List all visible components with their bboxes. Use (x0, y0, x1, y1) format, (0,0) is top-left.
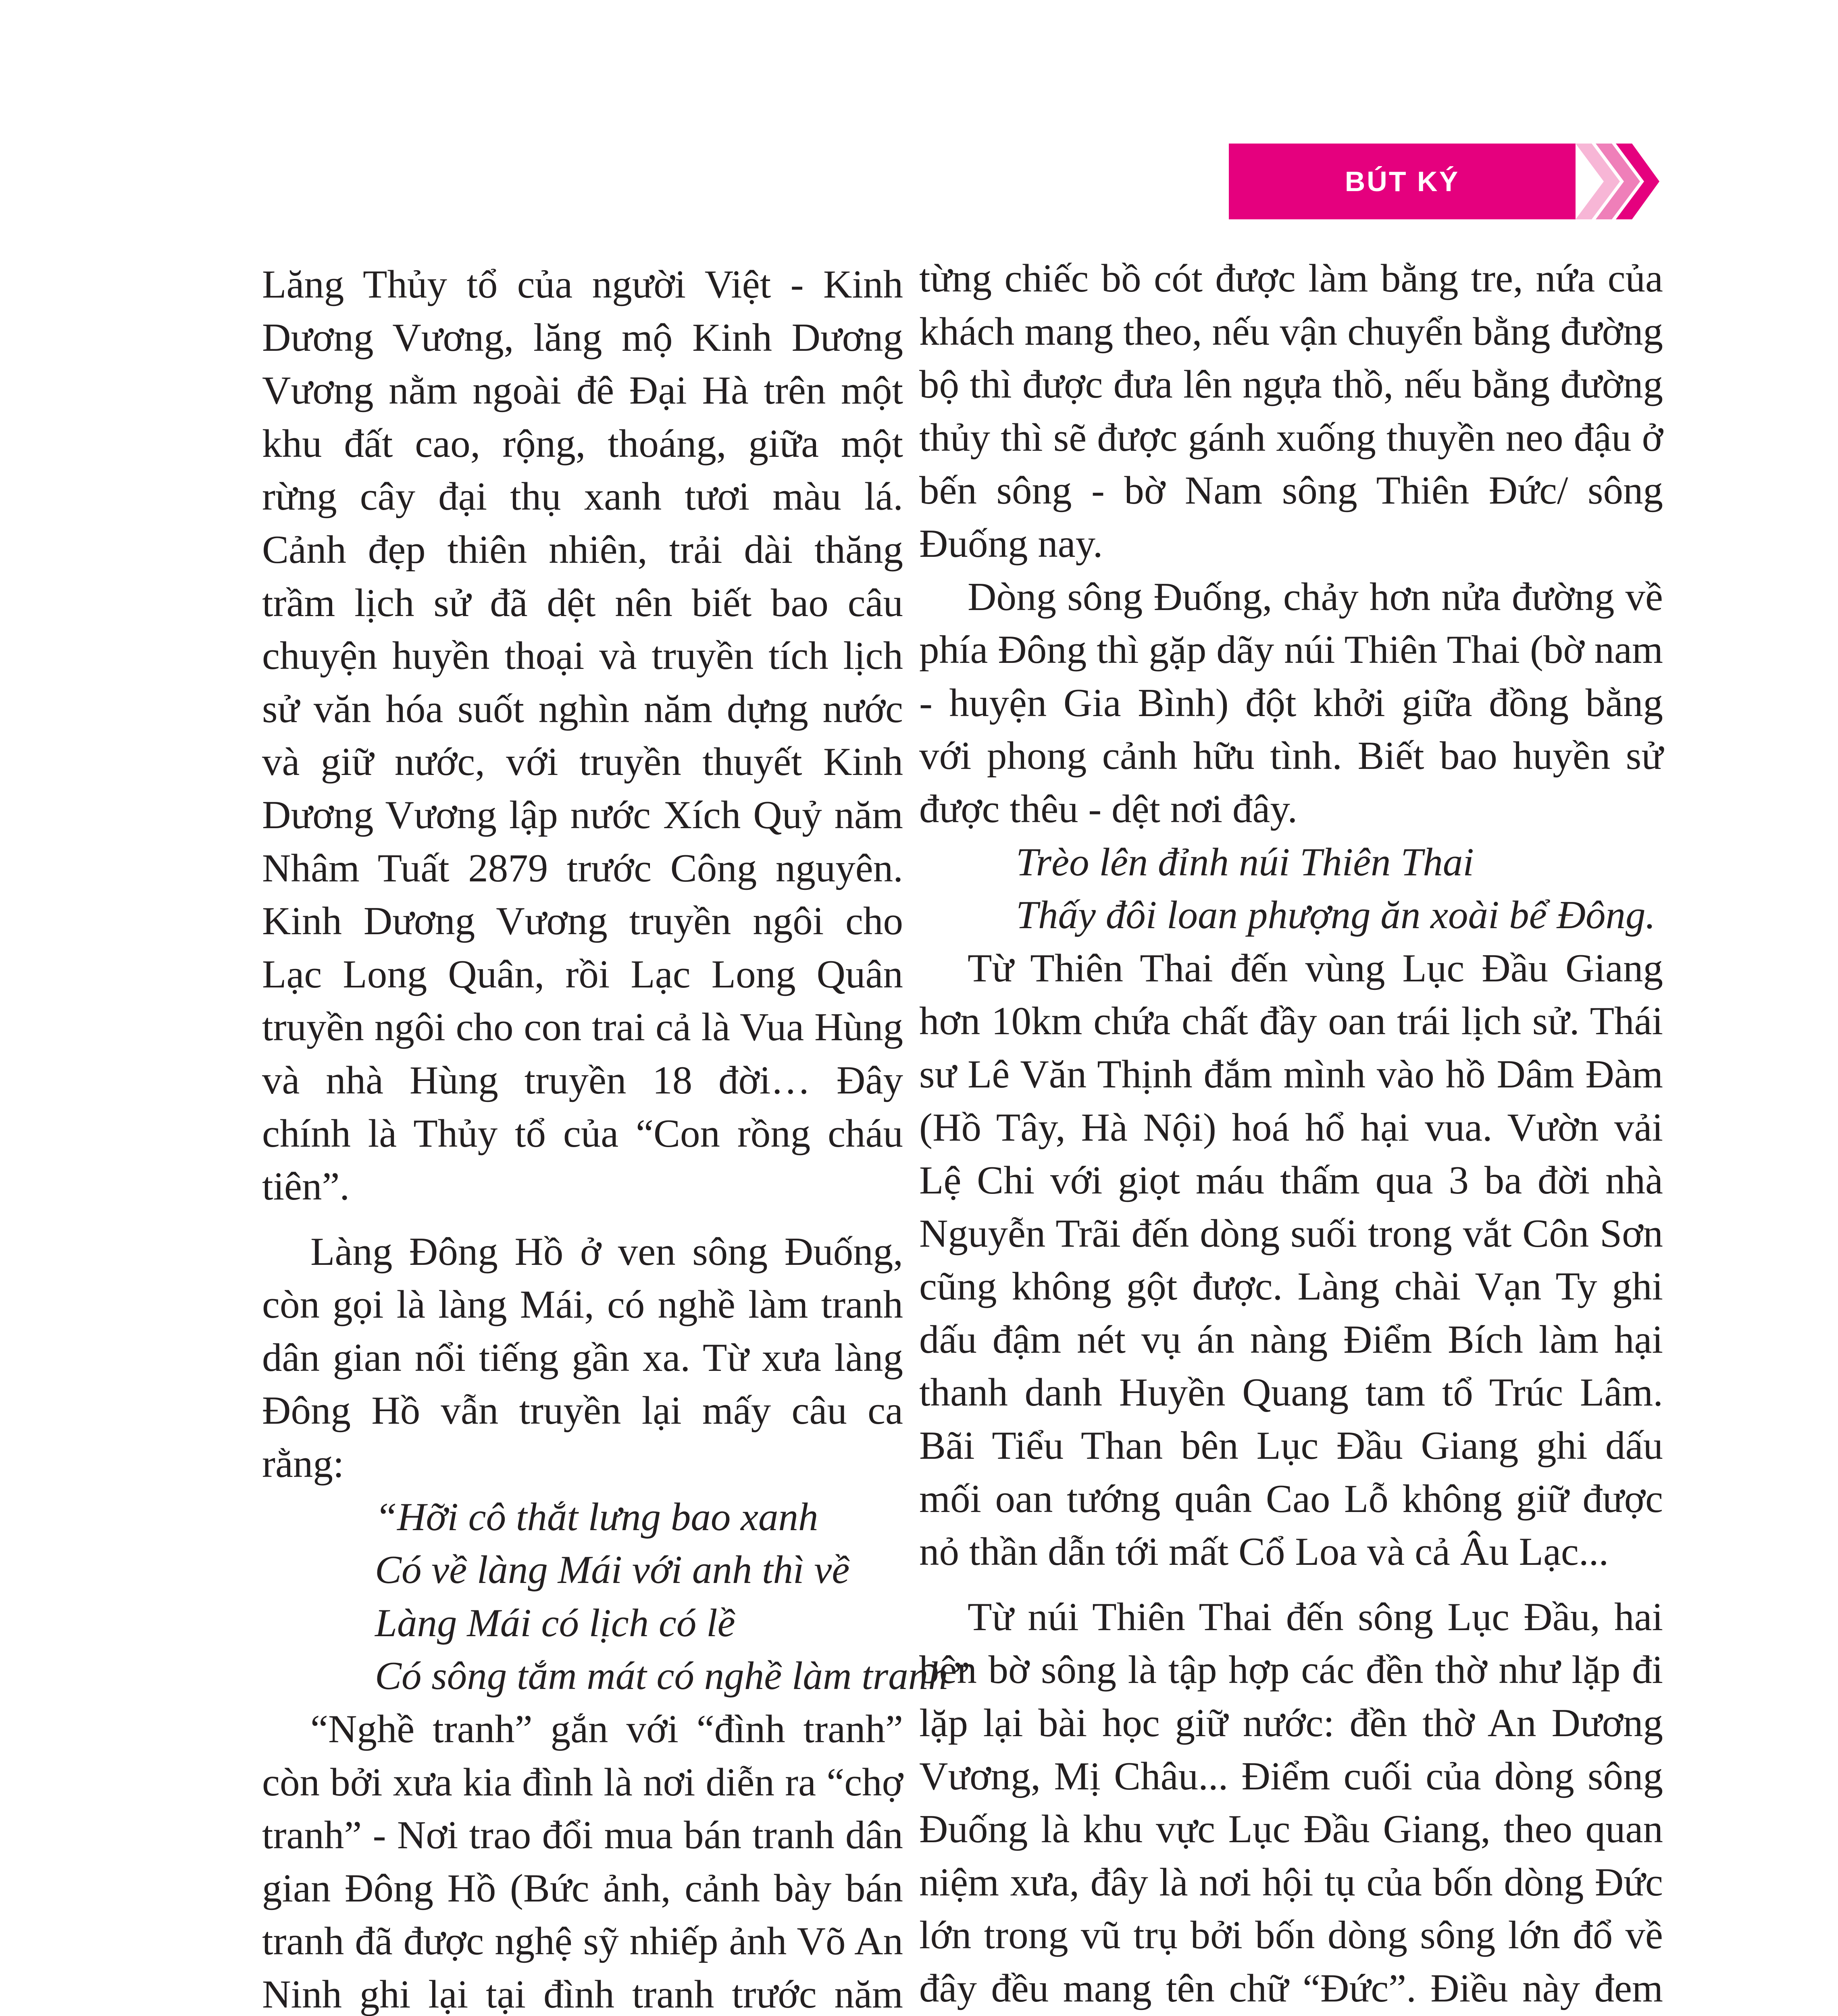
text-run: Từ núi Thiên Thai đến sông Lục Đầu, hai bên bờ sông là tập hợp các đền thờ như lặp đi lặp lại bài học giữ nước: đền thờ An Dương Vương, Mị Châu... Điểm cuối của dòng sông Đuống là khu vực Lục Đầu Giang, theo quan niệm xưa, đây là nơi hội tụ của bốn dòng Đức lớn trong vũ trụ bởi bốn dòng sông lớn đổ về đây đều mang tên chữ “Đức”. Điều này đem (919, 1595, 1663, 2010)
paragraph-luc-dau-giang: Từ Thiên Thai đến vùng Lục Đầu Giang hơn 10km chứa chất đầy oan trái lịch sử. Thái sư Lê Văn Thịnh đắm mình vào hồ Dâm Đàm (Hồ Tây, Hà Nội) hoá hổ hại vua. Vườn vải Lệ Chi với giọt máu thấm qua 3 ba đời nhà Nguyễn Trãi đến dòng suối trong vắt Côn Sơn cũng không gột được. Làng chài Vạn Ty ghi dấu đậm nét vụ án nàng Điểm Bích làm hại thanh danh Huyền Quang tam tổ Trúc Lâm. Bãi Tiểu Than bên Lục Đầu Giang ghi dấu mối oan tướng quân Cao Lỗ không giữ được nỏ thần dẫn tới mất Cổ Loa và cả Âu Lạc... (919, 946, 1663, 1574)
folk-verse (262, 1491, 970, 1703)
paragraph-lang-dong-ho: Làng Đông Hồ ở ven sông Đuống, còn gọi là làng Mái, có nghề làm tranh dân gian nổi tiếng gần xa. Từ xưa làng Đông Hồ vẫn truyền lại mấy câu ca rằng: (262, 1229, 903, 1486)
verse-line: Làng Mái có lịch có lề (375, 1601, 735, 1645)
paragraph-bo-cot: từng chiếc bồ cót được làm bằng tre, nứa của khách mang theo, nếu vận chuyển bằng đường bộ thì được đưa lên ngựa thồ, nếu bằng đường thủy thì sẽ được gánh xuống thuyền neo đậu ở bến sông - bờ Nam sông Thiên Đức/ sông Đuống nay. (919, 256, 1663, 566)
verse-line: Có về làng Mái với anh thì về (375, 1548, 850, 1592)
left-column (262, 258, 970, 2016)
paragraph-song-duong: Dòng sông Đuống, chảy hơn nửa đường về phía Đông thì gặp dãy núi Thiên Thai (bờ nam - huyện Gia Bình) đột khởi giữa đồng bằng với phong cảnh hữu tình. Biết bao huyền sử được thêu - dệt nơi đây. (919, 575, 1663, 831)
verse-line: Thấy đôi loan phượng ăn xoài bể Đông. (1016, 893, 1656, 937)
verse-line: “Hỡi cô thắt lưng bao xanh (375, 1495, 818, 1539)
chevron-decoration-icon (1576, 144, 1659, 219)
paragraph-nghe-tranh: “Nghề tranh” gắn với “đình tranh” còn bởi xưa kia đình là nơi diễn ra “chợ tranh” - Nơi trao đổi mua bán tranh dân gian Đông Hồ (Bức ảnh, cảnh bày bán tranh đã được nghệ sỹ nhiếp ảnh Võ An Ninh ghi lại tại đình tranh trước năm (262, 1707, 903, 2016)
right-column (919, 252, 1663, 2016)
paragraph-den-tho (919, 1591, 1663, 2016)
verse-line: Trèo lên đỉnh núi Thiên Thai (1016, 840, 1474, 884)
paragraph-kinh-duong-vuong: Lăng Thủy tổ của người Việt - Kinh Dương Vương, lăng mộ Kinh Dương Vương nằm ngoài đê Đại Hà trên một khu đất cao, rộng, thoáng, giữa một rừng cây đại thụ xanh tươi màu lá. Cảnh đẹp thiên nhiên, trải dài thăng trầm lịch sử đã dệt nên biết bao câu chuyện huyền thoại và truyền tích lịch sử văn hóa suốt nghìn năm dựng nước và giữ nước, với truyền thuyết Kinh Dương Vương lập nước Xích Quỷ năm Nhâm Tuất 2879 trước Công nguyên. Kinh Dương Vương truyền ngôi cho Lạc Long Quân, rồi Lạc Long Quân truyền ngôi cho con trai cả là Vua Hùng và nhà Hùng truyền 18 đời… Đây chính là Thủy tổ của “Con rồng cháu tiên”. (262, 262, 903, 1209)
section-tag-label: BÚT KÝ (1229, 144, 1576, 219)
thien-thai-verse (919, 836, 1663, 942)
section-tag (1229, 144, 1659, 219)
verse-line: Có sông tắm mát có nghề làm tranh” (375, 1654, 970, 1698)
